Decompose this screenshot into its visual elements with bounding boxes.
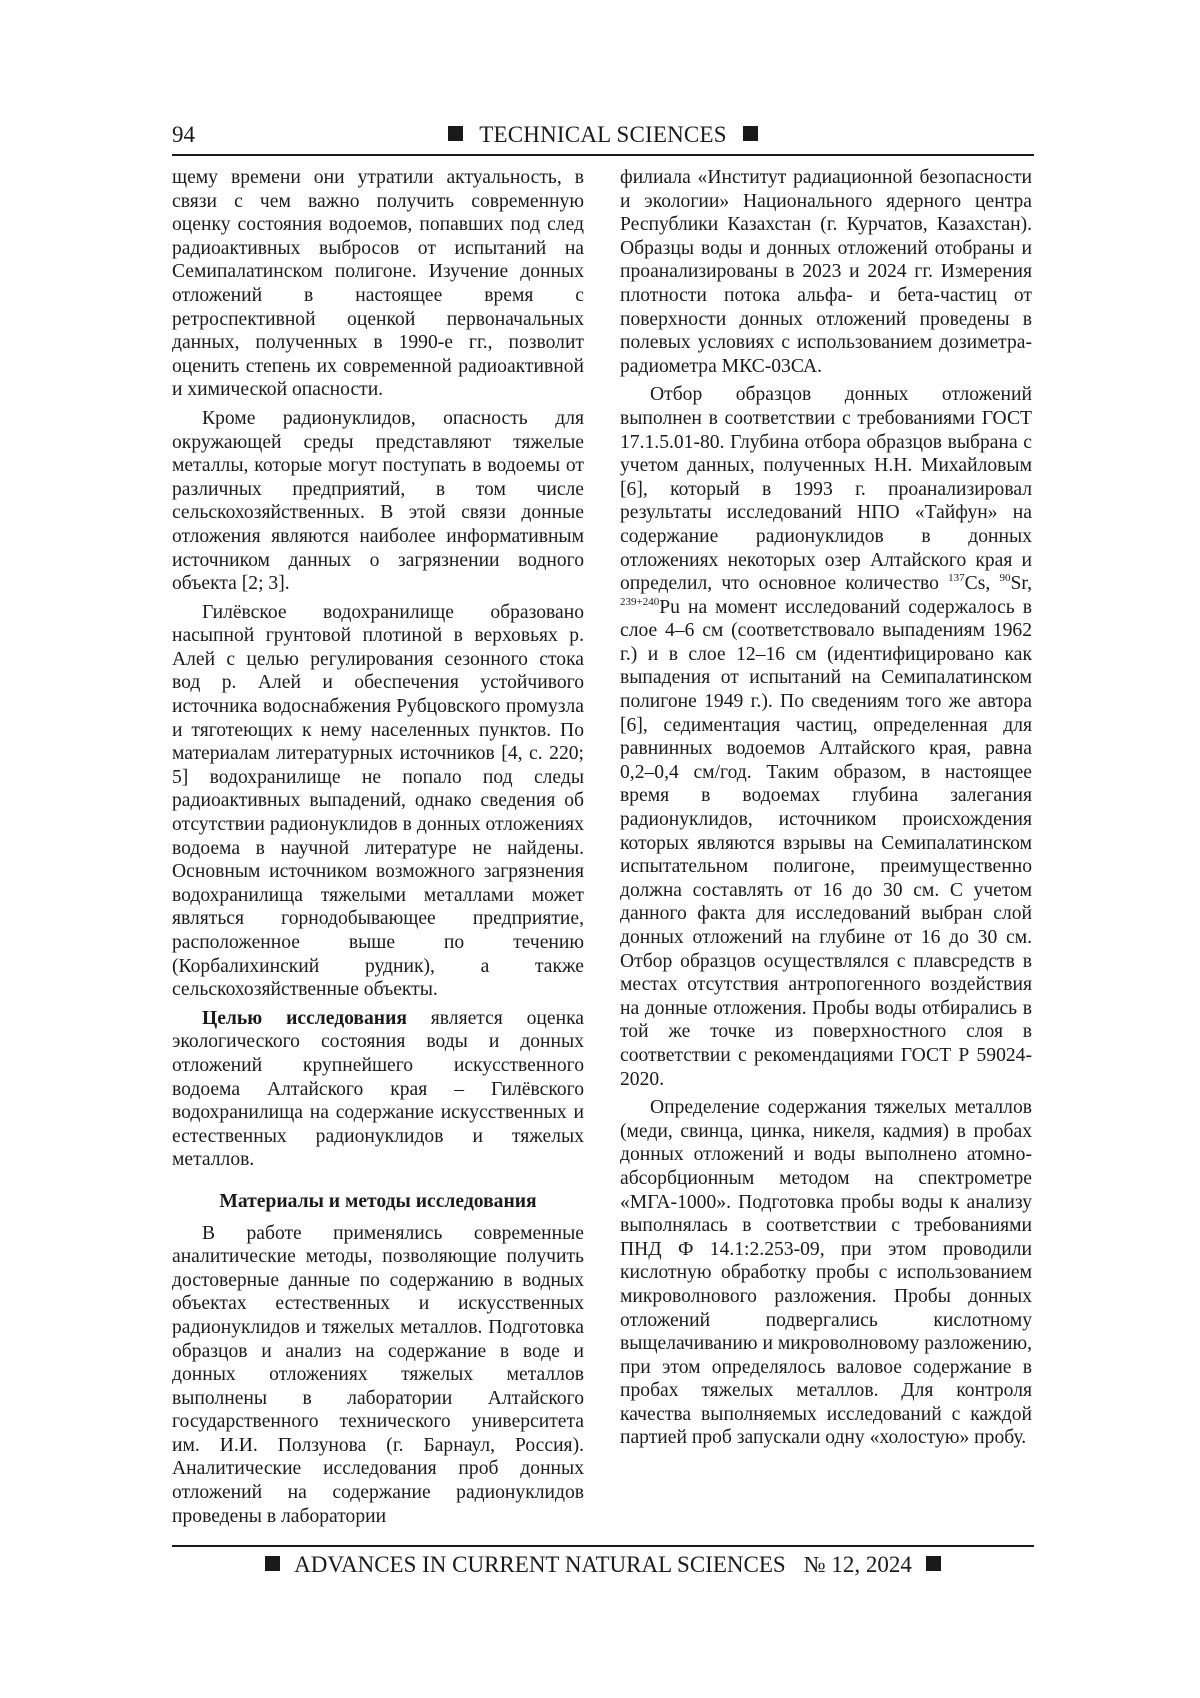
left-column — [172, 166, 584, 1533]
paragraph: Гилёвское водохранилище образовано насыпной грунтовой плотиной в верховьях р. Алей с целью регулирования сезонного стока вод р. Алей и обеспечения устойчивого источника водоснабжения Рубцовского промузла и тяготеющих к нему населенных пунктов. По материалам литературных источников [4, с. 220; 5] водохранилище не попало под следы радиоактивных выпадений, однако сведения об отсутствии радионуклидов в донных отложениях водоема в научной литературе не найдены. Основным источником возможного загрязнения водохранилища тяжелыми металлами может являться горнодобывающее предприятие, расположенное выше по течению (Корбалихинский рудник), а также сельскохозяйственные объекты. — [172, 601, 584, 1001]
isotope-mass-number: 90 — [999, 572, 1011, 585]
running-header — [172, 118, 1034, 154]
square-bullet-icon — [743, 126, 758, 141]
journal-name: ADVANCES IN CURRENT NATURAL SCIENCES — [294, 1552, 786, 1577]
footer-rule — [172, 1545, 1034, 1547]
header-rule — [172, 154, 1034, 156]
section-heading: Материалы и методы исследования — [219, 1190, 537, 1212]
page-number: 94 — [172, 122, 195, 147]
paragraph: Определение содержания тяжелых металлов (меди, свинца, цинка, никеля, кадмия) в пробах донных отложений и воды выполнено атомно-абсорбционным методом на спектрометре «МГА-1000». Подготовка пробы воды к анализу выполнялась в соответствии с требованиями ПНД Ф 14.1:2.253-09, при этом проводили кислотную обработку пробы с использованием микроволнового разложения. Пробы донных отложений подвергались кислотному выщелачиванию и микроволновому разложению, при этом определялось валовое содержание в пробах тяжелых металлов. Для контроля качества выполняемых исследований с каждой партией проб запускали одну «холостую» пробу. — [620, 1097, 1032, 1449]
paragraph-aim — [172, 1007, 584, 1172]
isotope-symbol: Cs, — [964, 573, 1000, 595]
square-bullet-icon — [448, 126, 463, 141]
section-label: TECHNICAL SCIENCES — [479, 122, 727, 147]
aim-label: Целью исследования — [202, 1007, 407, 1029]
aim-text: является оценка экологического состояния воды и донных отложений крупнейшего искусственного водоема Алтайского края – Гилёвского водохранилища на содержание искусственных и естественных радионуклидов и тяжелых металлов. — [172, 1007, 585, 1171]
paragraph: филиала «Институт радиационной безопасности и экологии» Национального ядерного центра Республики Казахстан (г. Курчатов, Казахстан). Образцы воды и донных отложений отобраны и проанализированы в 2023 и 2024 гг. Измерения плотности потока альфа- и бета-частиц от поверхности донных отложений проведены в полевых условиях с использованием дозиметра-радиометра МКС-03СА. — [620, 167, 1032, 377]
paragraph-sampling — [620, 383, 1032, 1091]
isotope-symbol: Sr, — [1010, 573, 1032, 595]
isotope-mass-number: 137 — [948, 572, 965, 585]
isotope-symbol: Pu — [659, 596, 680, 618]
paragraph-text: на момент исследований содержалось в слое 4–6 см (соответствовало выпадениям 1962 г.) и в слое 12–16 см (идентифицировано как выпадения от испытаний на Семипалатинском полигоне 1949 г.). По сведениям того же автора [6], седиментация частиц, определенная для равнинных водоемов Алтайского края, равна 0,2–0,4 см/год. Таким образом, в настоящее время в водоемах глубина залегания радионуклидов, источником происхождения которых являются взрывы на Семипалатинском испытательном полигоне, преимущественно должна составлять от 16 до 30 см. С учетом данного факта для исследований выбран слой донных отложений на глубине от 16 до 30 см. Отбор образцов осуществлялся с плавсредств в местах отсутствия антропогенного воздействия на донные отложения. Пробы воды отбирались в той же точке из поверхностного слоя в соответствии с рекомендациями ГОСТ Р 59024-2020. — [620, 596, 1032, 1090]
paragraph: Кроме радионуклидов, опасность для окружающей среды представляют тяжелые металлы, которые могут поступать в водоемы от различных предприятий, в том числе сельскохозяйственных. В этой связи донные отложения являются наиболее информативным источником данных о загрязнении водного объекта [2; 3]. — [172, 407, 584, 595]
issue-number: № 12, 2024 — [803, 1552, 912, 1577]
square-bullet-icon — [926, 1556, 941, 1571]
square-bullet-icon — [265, 1556, 280, 1571]
running-footer — [172, 1552, 1034, 1578]
paragraph: В работе применялись современные аналитические методы, позволяющие получить достоверные данные по содержанию в водных объектах естественных и искусственных радионуклидов и тяжелых металлов. Подготовка образцов и анализ на содержание в воде и донных отложениях тяжелых металлов выполнены в лаборатории Алтайского государственного технического университета им. И.И. Ползунова (г. Барнаул, Россия). Аналитические исследования проб донных отложений на содержание радионуклидов проведены в лаборатории — [172, 1222, 584, 1527]
paragraph-text: Отбор образцов донных отложений выполнен в соответствии с требованиями ГОСТ 17.1.5.01-80. Глубина отбора образцов выбрана с учетом данных, полученных Н.Н. Михайловым [6], который в 1993 г. проанализировал результаты исследований НПО «Тайфун» на содержание радионуклидов в донных отложениях некоторых озер Алтайского края и определил, что основное количество — [620, 384, 1032, 595]
isotope-mass-number: 239+240 — [620, 595, 660, 608]
paragraph: щему времени они утратили актуальность, в связи с чем важно получить современную оценку состояния водоемов, попавших под след радиоактивных выбросов от испытаний на Семипалатинском полигоне. Изучение донных отложений в настоящее время с ретроспективной оценкой первоначальных данных, полученных в 1990-е гг., позволит оценить степень их современной радиоактивной и химической опасности. — [172, 167, 584, 401]
journal-section-title — [172, 122, 1034, 148]
right-column — [620, 166, 1032, 1455]
